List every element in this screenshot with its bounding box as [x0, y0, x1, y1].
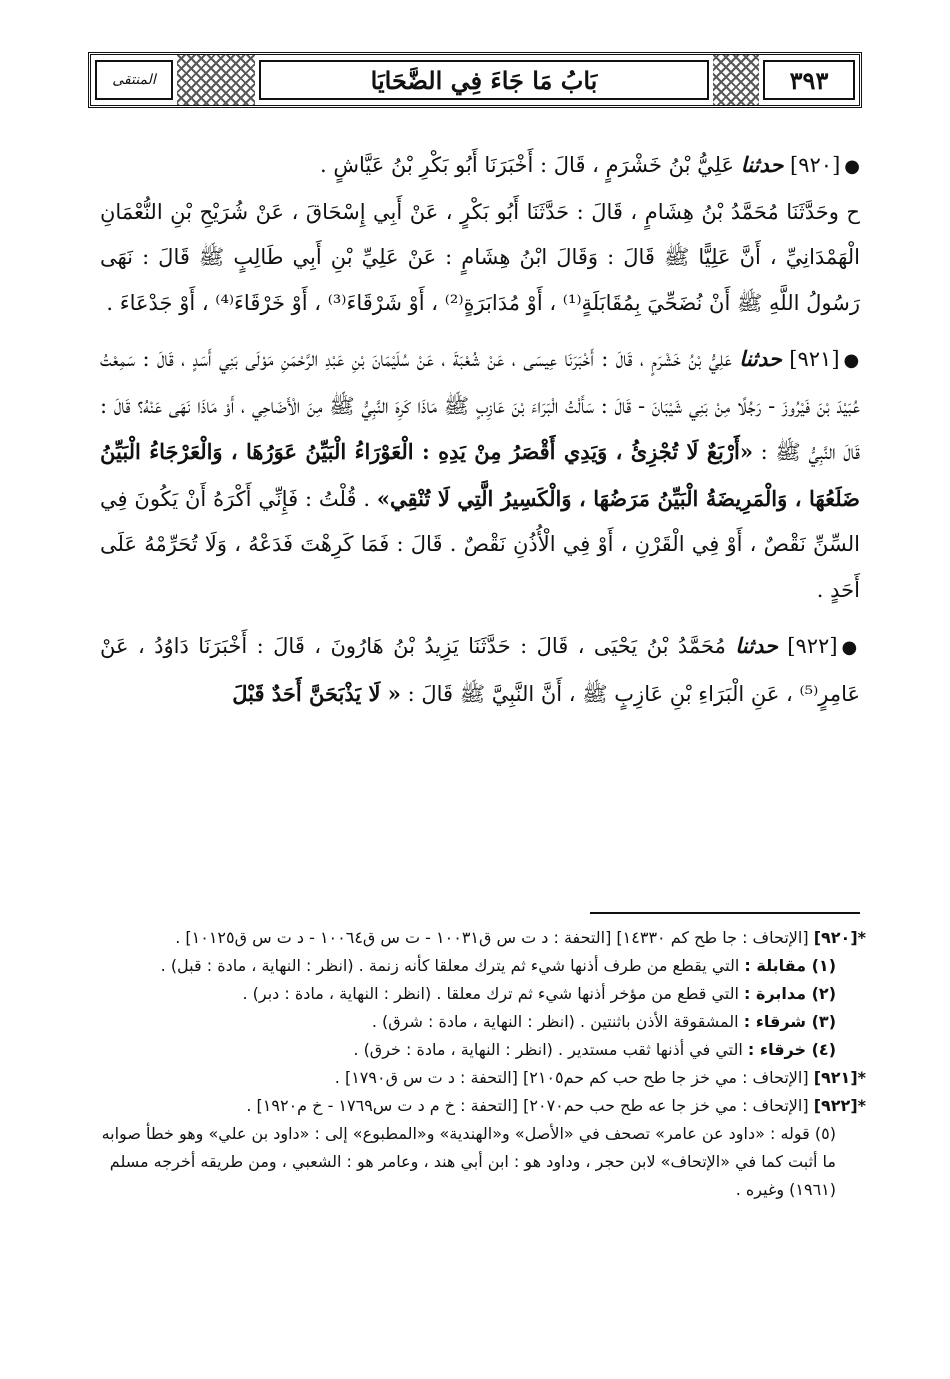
footnote-1 [86, 952, 866, 980]
footnote-takhrij-920 [86, 924, 866, 952]
footnote-separator [590, 912, 860, 914]
footnote-takhrij-921 [86, 1064, 866, 1092]
bullet-icon: ● [841, 637, 860, 658]
prophetic-quote: «أَرْبَعٌ لَا تُجْزِئُ ، وَيَدِي أَقْصَرُ مِنْ يَدِهِ : الْعَوْرَاءُ الْبَيِّنُ عَوَرُهَا ، وَالْعَرْجَاءُ الْبَيِّنُ ضَلَعُهَا ، وَالْمَرِيضَةُ الْبَيِّنُ مَرَضُهَا ، وَالْكَسِيرُ الَّتِي لَا تُنْقِي» [100, 439, 861, 511]
chapter-title: بَابُ مَا جَاءَ فِي الضَّحَايَا [370, 65, 598, 95]
haddathana-lead: حدثنا [739, 346, 782, 371]
hadith-921 [100, 336, 860, 613]
footnote-label: (٢) مدابرة : [744, 984, 836, 1003]
hadith-text: عَلِيُّ بْنُ خَشْرَمٍ ، قَالَ : أَخْبَرَنَا أَبُو بَكْرِ بْنُ عَيَّاشٍ . [320, 153, 741, 177]
prophetic-quote: « لَا يَذْبَحَنَّ أَحَدٌ قَبْلَ [232, 680, 401, 706]
hadith-number: [٩٢٠] [783, 153, 841, 177]
haddathana-lead: حدثنا [740, 152, 784, 177]
page-header [88, 52, 862, 108]
footnote-text: [الإتحاف : مي خز جا عه طح حب حم٢٠٧٠] [التحفة : خ م د ت س١٧٦٩ - خ م١٩٢٠] . [246, 1096, 809, 1115]
footnote-label: (٥) [814, 1124, 836, 1143]
footnote-3 [86, 1008, 866, 1036]
main-text [100, 142, 860, 727]
footnote-label: [٩٢١] [813, 1068, 858, 1087]
hadith-text-tail: . قُلْتُ : فَإِنِّي أَكْرَهُ أَنْ يَكُونَ فِي السِّنِّ نَقْصٌ ، أَوْ فِي الْقَرْنِ ، أَوْ فِي الْأُذُنِ نَقْصٌ . قَالَ : فَمَا كَرِهْتَ فَدَعْهُ ، وَلَا تُحَرِّمْهُ عَلَى أَحَدٍ . [100, 486, 860, 602]
footnote-label: (١) مقابلة : [744, 956, 836, 975]
footnote-2 [86, 980, 866, 1008]
footnote-takhrij-922 [86, 1092, 866, 1120]
hadith-text: مُحَمَّدُ بْنُ يَحْيَى ، قَالَ : حَدَّثَنَا يَزِيدُ بْنُ هَارُونَ ، قَالَ : أَخْبَرَنَا دَاوُدُ ، عَنْ عَامِرٍ⁽⁵⁾ ، عَنِ الْبَرَاءِ بْنِ عَازِبٍ ﷺ ، أَنَّ النَّبِيَّ ﷺ قَالَ : [100, 634, 860, 706]
header-ornament-right [713, 55, 759, 105]
bullet-icon: ● [844, 156, 860, 177]
footnote-label: [٩٢٢] [813, 1096, 858, 1115]
book-logo [95, 60, 173, 100]
footnote-text: المشقوقة الأذن باثنتين . (انظر : النهاية ، مادة : شرق) . [371, 1012, 739, 1031]
footnotes [86, 924, 866, 1204]
footnote-label: [٩٢٠] [813, 928, 858, 947]
hadith-text-continued: ح وحَدَّثَنَا مُحَمَّدُ بْنُ هِشَامٍ ، قَالَ : حَدَّثَنَا أَبُو بَكْرٍ ، عَنْ أَبِي إِسْحَاقَ ، عَنْ شُرَيْحِ بْنِ النُّعْمَانِ الْهَمْدَانِيِّ ، أَنَّ عَلِيًّا ﷺ قَالَ : وَقَالَ ابْنُ هِشَامٍ : عَنْ عَلِيِّ بْنِ أَبِي طَالِبٍ ﷺ قَالَ : نَهَى رَسُولُ اللَّهِ ﷺ أَنْ نُضَحِّيَ بِمُقَابَلَةٍ⁽¹⁾ ، أَوْ مُدَابَرَةٍ⁽²⁾ ، أَوْ شَرْقَاءَ⁽³⁾ ، أَوْ خَرْقَاءَ⁽⁴⁾ ، أَوْ جَدْعَاءَ . [100, 199, 860, 315]
page-number: ٣٩٣ [789, 65, 829, 95]
footnote-text: التي يقطع من طرف أذنها شيء ثم يترك معلقا كأنه زنمة . (انظر : النهاية ، مادة : قبل) . [160, 956, 740, 975]
hadith-number: [٩٢١] [781, 347, 840, 371]
footnote-text: قوله : «داود عن عامر» تصحف في «الأصل» و«الهندية» و«المطبوع» إلى : «داود بن علي» وهو خطأ صوابه ما أثبت كما في «الإتحاف» لابن حجر ، وداود هو : ابن أبي هند ، وعامر هو : الشعبي ، ومن طريقه أخرجه مسلم (١٩٦١) وغيره . [101, 1124, 836, 1199]
page-number-box [763, 60, 855, 100]
footnote-mark: * [857, 928, 866, 947]
haddathana-lead: حدثنا [735, 633, 778, 658]
header-ornament-left [177, 55, 255, 105]
footnote-text: [الإتحاف : جا طح كم ١٤٣٣٠] [التحفة : د ت س ق١٠٠٣١ - ت س ق١٠٠٦٤ - د ت س ق١٠١٢٥] . [175, 928, 809, 947]
footnote-label: (٤) خرقاء : [747, 1040, 836, 1059]
hadith-number: [٩٢٢] [777, 634, 838, 658]
footnote-mark: * [857, 1096, 866, 1115]
footnote-4 [86, 1036, 866, 1064]
footnote-mark: * [857, 1068, 866, 1087]
bullet-icon: ● [843, 350, 860, 371]
footnote-text: [الإتحاف : مي خز جا طح حب كم حم٢١٠٥] [التحفة : د ت س ق١٧٩٠] . [334, 1068, 809, 1087]
hadith-922 [100, 623, 860, 717]
footnote-text: التي قطع من مؤخر أذنها شيء ثم ترك معلقا . (انظر : النهاية ، مادة : دبر) . [242, 984, 739, 1003]
footnote-text: التي في أذنها ثقب مستدير . (انظر : النهاية ، مادة : خرق) . [353, 1040, 743, 1059]
footnote-5 [86, 1120, 866, 1204]
footnote-label: (٣) شرقاء : [743, 1012, 836, 1031]
chapter-title-box [259, 60, 709, 100]
book-logo-text: المنتقى [112, 72, 156, 88]
hadith-920 [100, 142, 860, 326]
hadith-text: عَلِيُّ بْنُ خَشْرَمٍ ، قَالَ : أَخْبَرَنَا عِيسَى ، عَنْ شُعْبَةَ ، عَنْ سُلَيْمَانَ بْنِ عَبْدِ الرَّحْمَنِ مَوْلَى بَنِي أَسَدٍ ، قَالَ : سَمِعْتُ عُبَيْدَ بْنَ فَيْرُوزَ - رَجُلًا مِنْ بَنِي شَيْبَانَ - قَالَ : سَأَلْتُ الْبَرَاءَ بْنَ عَازِبٍ ﷺ مَاذَا كَرِهَ النَّبِيُّ ﷺ مِنَ الْأَضَاحِي ، أَوْ مَاذَا نَهَى عَنْهُ؟ قَالَ : قَالَ النَّبِيُّ ﷺ : [100, 347, 860, 464]
